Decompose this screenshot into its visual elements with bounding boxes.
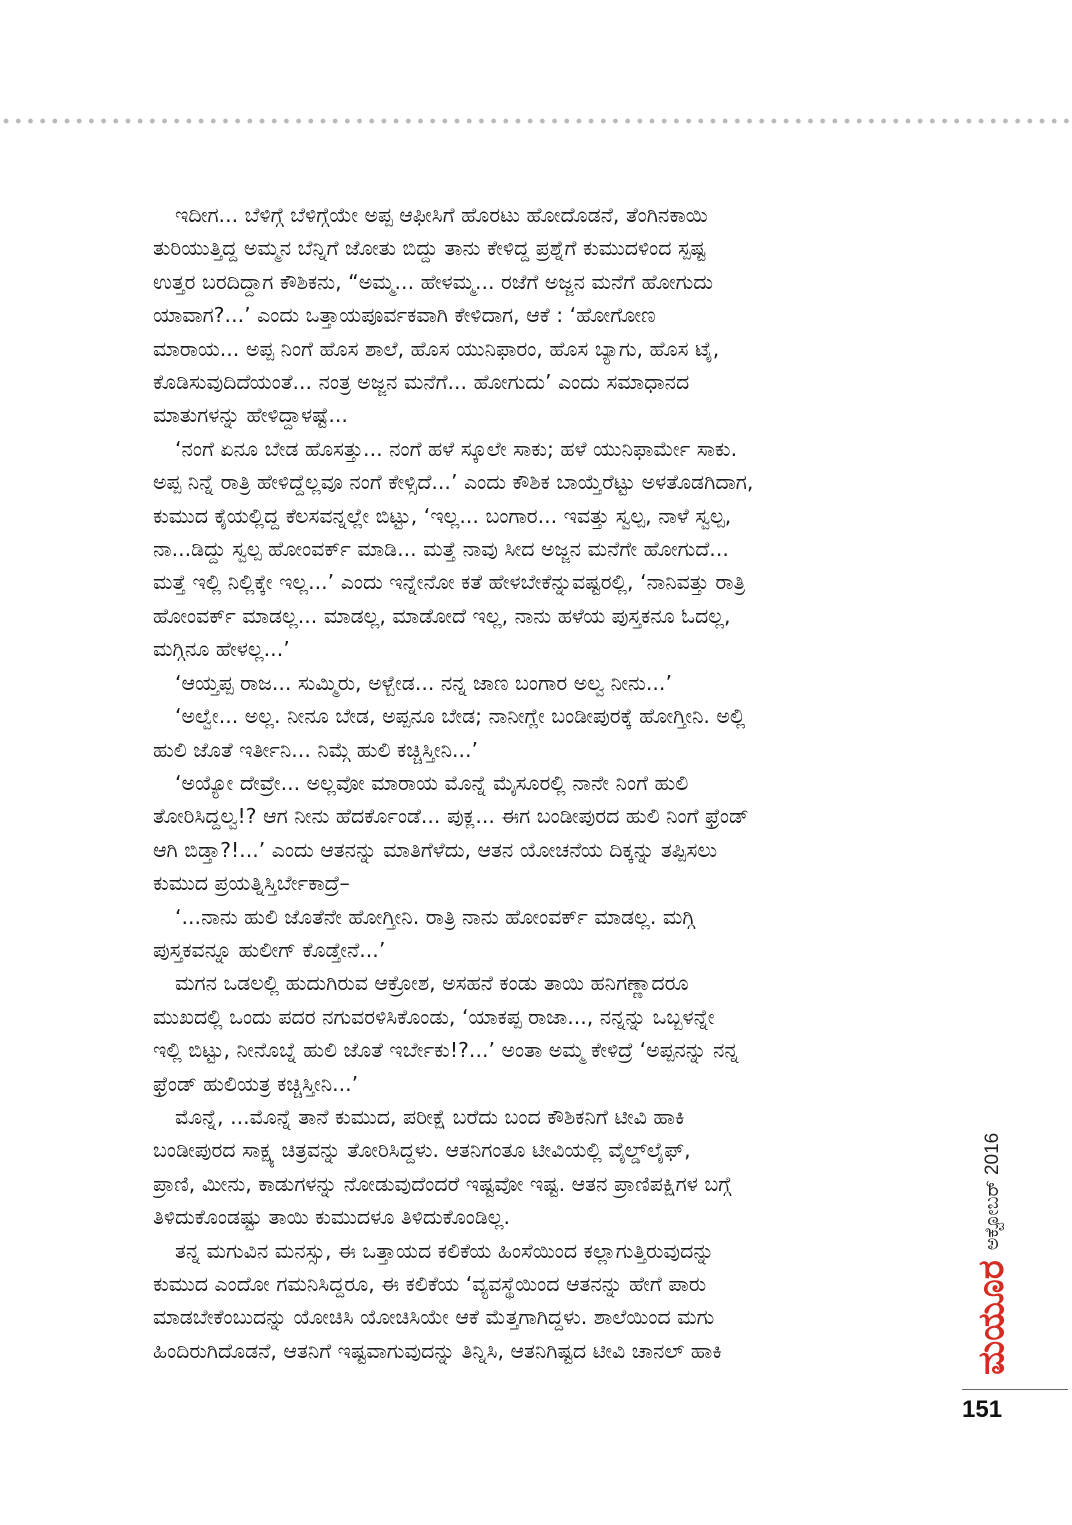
text-line: ‘ಅಯ್ಯೋ ದೇವ್ರೇ... ಅಲ್ಲವೋ ಮಾರಾಯ ಮೊನ್ನೆ ಮೈಸೂರಲ್ಲಿ ನಾನೇ ನಿಂಗೆ ಹುಲಿ [175, 770, 689, 795]
story-body [153, 199, 908, 1368]
dotted-header-rule [0, 118, 1072, 124]
paragraph [153, 967, 908, 1101]
paragraph [153, 1101, 908, 1235]
paragraph [153, 700, 908, 767]
text-line: ಹಿಂದಿರುಗಿದೊಡನೆ, ಆತನಿಗೆ ಇಷ್ಟವಾಗುವುದನ್ನು ತಿನ್ನಿಸಿ, ಆತನಿಗಿಷ್ಟದ ಟೀವಿ ಚಾನಲ್ ಹಾಕಿ [153, 1338, 722, 1363]
paragraph [153, 433, 908, 667]
text-line: ಯಾವಾಗ?...’ ಎಂದು ಒತ್ತಾಯಪೂರ್ವಕವಾಗಿ ಕೇಳಿದಾಗ, ಆಕೆ : ‘ಹೋಗೋಣ [153, 303, 656, 328]
text-line: ಮಾಡಬೇಕೆಂಬುದನ್ನು ಯೋಚಿಸಿ ಯೋಚಿಸಿಯೇ ಆಕೆ ಮೆತ್ತಗಾಗಿದ್ದಳು. ಶಾಲೆಯಿಂದ ಮಗು [153, 1305, 715, 1330]
text-line: ಇಲ್ಲಿ ಬಿಟ್ಟು, ನೀನೊಬ್ನೆ ಹುಲಿ ಜೊತೆ ಇರ್ಬೇಕು!?...’ ಅಂತಾ ಅಮ್ಮ ಕೇಳಿದ್ರೆ ‘ಅಪ್ಪನನ್ನು ನನ್ನ [153, 1038, 739, 1063]
text-line: ಮತ್ತೆ ಇಲ್ಲಿ ನಿಲ್ಲಿಕ್ಕೇ ಇಲ್ಲ...’ ಎಂದು ಇನ್ನೇನೋ ಕತೆ ಹೇಳಬೇಕೆನ್ನುವಷ್ಟರಲ್ಲಿ, ‘ನಾನಿವತ್ತು ರಾತ್ರಿ [153, 570, 746, 595]
text-line: ತಿಳಿದುಕೊಂಡಷ್ಟು ತಾಯಿ ಕುಮುದಳೂ ತಿಳಿದುಕೊಂಡಿಲ್ಲ. [153, 1205, 511, 1230]
text-line: ಕುಮುದ ಕೈಯಲ್ಲಿದ್ದ ಕೆಲಸವನ್ನಲ್ಲೇ ಬಿಟ್ಟು, ‘ಇಲ್ಲ... ಬಂಗಾರ... ಇವತ್ತು ಸ್ವಲ್ಪ, ನಾಳೆ ಸ್ವಲ್ಪ, [153, 503, 732, 528]
paragraph [153, 667, 908, 700]
text-line: ಕೊಡಿಸುವುದಿದೆಯಂತೆ... ನಂತ್ರ ಅಜ್ಜನ ಮನೆಗೆ... ಹೋಗುದು’ ಎಂದು ಸಮಾಧಾನದ [153, 370, 690, 395]
text-line: ಕುಮುದ ಎಂದೋ ಗಮನಿಸಿದ್ದರೂ, ಈ ಕಲಿಕೆಯ ‘ವ್ಯವಸ್ಥೆಯಿಂದ ಆತನನ್ನು ಹೇಗೆ ಪಾರು [153, 1272, 707, 1296]
text-line: ಹೋಂವರ್ಕ್ ಮಾಡಲ್ಲ... ಮಾಡಲ್ಲ, ಮಾಡೋದೆ ಇಲ್ಲ, ನಾನು ಹಳೆಯ ಪುಸ್ತಕನೂ ಓದಲ್ಲ, [153, 603, 731, 628]
text-line: ಹುಲಿ ಜೊತೆ ಇರ್ತೀನಿ... ನಿಮ್ಗೆ ಹುಲಿ ಕಚ್ಚಿಸ್ತೀನಿ...’ [153, 737, 479, 762]
paragraph [153, 901, 908, 968]
magazine-name: ಮಯೂರ [971, 1260, 1012, 1375]
text-line: ನಾ...ಡಿದ್ದು ಸ್ವಲ್ಪ ಹೋಂವರ್ಕ್ ಮಾಡಿ... ಮತ್ತೆ ನಾವು ಸೀದ ಅಜ್ಜನ ಮನೆಗೇ ಹೋಗುದೆ... [153, 537, 729, 562]
paragraph [153, 1235, 908, 1369]
running-footer-sidebar [929, 1085, 1019, 1375]
paragraph [153, 199, 908, 433]
text-line: ಪ್ರಾಣಿ, ಮೀನು, ಕಾಡುಗಳನ್ನು ನೋಡುವುದೆಂದರೆ ಇಷ್ಟವೋ ಇಷ್ಟ. ಆತನ ಪ್ರಾಣಿಪಕ್ಷಿಗಳ ಬಗ್ಗೆ [153, 1171, 732, 1196]
text-line: ‘...ನಾನು ಹುಲಿ ಜೊತೆನೇ ಹೋಗ್ತೀನಿ. ರಾತ್ರಿ ನಾನು ಹೋಂವರ್ಕ್ ಮಾಡಲ್ಲ. ಮಗ್ಗಿ [175, 904, 695, 929]
issue-date: ಅಕ್ಟೋಬರ್ 2016 [981, 1132, 1003, 1251]
text-line: ತೋರಿಸಿದ್ದಲ್ವ!? ಆಗ ನೀನು ಹೆದರ್ಕೊಂಡೆ... ಪುಕ್ಲ... ಈಗ ಬಂಡೀಪುರದ ಹುಲಿ ನಿಂಗೆ ಫ್ರೆಂಡ್ [153, 804, 749, 829]
page-number-rule [962, 1389, 1068, 1390]
text-line: ಬಂಡೀಪುರದ ಸಾಕ್ಷ್ಯ ಚಿತ್ರವನ್ನು ತೋರಿಸಿದ್ದಳು. ಆತನಿಗಂತೂ ಟೀವಿಯಲ್ಲಿ ವೈಲ್ಡ್‌ಲೈಫ್, [153, 1138, 691, 1163]
text-line: ಉತ್ತರ ಬರದಿದ್ದಾಗ ಕೌಶಿಕನು, “ಅಮ್ಮ... ಹೇಳಮ್ಮ... ರಜೆಗೆ ಅಜ್ಜನ ಮನೆಗೆ ಹೋಗುದು [153, 269, 713, 294]
text-line: ಫ್ರೆಂಡ್ ಹುಲಿಯತ್ರ ಕಚ್ಚಿಸ್ತೀನಿ...’ [153, 1071, 359, 1096]
text-line: ಮೊನ್ನೆ, ...ಮೊನ್ನೆ ತಾನೆ ಕುಮುದ, ಪರೀಕ್ಷೆ ಬರೆದು ಬಂದ ಕೌಶಿಕನಿಗೆ ಟೀವಿ ಹಾಕಿ [175, 1104, 685, 1129]
text-line: ಕುಮುದ ಪ್ರಯತ್ನಿಸ್ತಿರ್ಬೇಕಾದ್ರೆ– [153, 871, 350, 896]
text-line: ಮಗನ ಒಡಲಲ್ಲಿ ಹುದುಗಿರುವ ಆಕ್ರೋಶ, ಅಸಹನೆ ಕಂಡು ತಾಯಿ ಹನಿಗಣ್ಣಾದರೂ [175, 971, 689, 996]
text-line: ಮಾರಾಯ... ಅಪ್ಪ ನಿಂಗೆ ಹೊಸ ಶಾಲೆ, ಹೊಸ ಯುನಿಫಾರಂ, ಹೊಸ ಬ್ಯಾಗು, ಹೊಸ ಟೈ, [153, 336, 720, 361]
page-number: 151 [962, 1396, 1003, 1423]
text-line: ತುರಿಯುತ್ತಿದ್ದ ಅಮ್ಮನ ಬೆನ್ನಿಗೆ ಜೋತು ಬಿದ್ದು ತಾನು ಕೇಳಿದ್ದ ಪ್ರಶ್ನೆಗೆ ಕುಮುದಳಿಂದ ಸ್ಪಷ್ಟ [153, 236, 706, 261]
text-line: ‘ಅಲ್ವೇ... ಅಲ್ಲ. ನೀನೂ ಬೇಡ, ಅಪ್ಪನೂ ಬೇಡ; ನಾನೀಗ್ಲೇ ಬಂಡೀಪುರಕ್ಕೆ ಹೋಗ್ತೀನಿ. ಅಲ್ಲಿ [175, 704, 746, 729]
text-line: ತನ್ನ ಮಗುವಿನ ಮನಸ್ಸು, ಈ ಒತ್ತಾಯದ ಕಲಿಕೆಯ ಹಿಂಸೆಯಿಂದ ಕಲ್ಲಾಗುತ್ತಿರುವುದನ್ನು [175, 1238, 715, 1263]
text-line: ಮುಖದಲ್ಲಿ ಒಂದು ಪದರ ನಗುವರಳಿಸಿಕೊಂಡು, ‘ಯಾಕಪ್ಪ ರಾಜಾ..., ನನ್ನನ್ನು ಒಬ್ಬಳನ್ನೇ [153, 1004, 715, 1029]
text-line: ‘ಆಯ್ತಪ್ಪ ರಾಜ... ಸುಮ್ಮಿರು, ಅಳ್ಬೇಡ... ನನ್ನ ಜಾಣ ಬಂಗಾರ ಅಲ್ವ ನೀನು...’ [175, 670, 672, 695]
text-line: ಮಗ್ಗಿನೂ ಹೇಳಲ್ಲ...’ [153, 637, 290, 662]
text-line: ಇದೀಗ... ಬೆಳಿಗ್ಗೆ ಬೆಳಿಗ್ಗೆಯೇ ಅಪ್ಪ ಆಫೀಸಿಗೆ ಹೊರಟು ಹೋದೊಡನೆ, ತೆಂಗಿನಕಾಯಿ [175, 203, 708, 227]
text-line: ಅಪ್ಪ ನಿನ್ನೆ ರಾತ್ರಿ ಹೇಳಿದ್ದೆಲ್ಲವೂ ನಂಗೆ ಕೇಳ್ಸಿದೆ...’ ಎಂದು ಕೌಶಿಕ ಬಾಯ್ತೆರೆಟ್ಟು ಅಳತೊಡಗಿದಾಗ, [153, 470, 754, 495]
text-line: ಆಗಿ ಬಿಡ್ತಾ?!...’ ಎಂದು ಆತನನ್ನು ಮಾತಿಗೆಳೆದು, ಆತನ ಯೋಚನೆಯ ದಿಕ್ಕನ್ನು ತಪ್ಪಿಸಲು [153, 837, 718, 862]
text-line: ಪುಸ್ತಕವನ್ನೂ ಹುಲೀಗ್ ಕೊಡ್ತೇನೆ...’ [153, 937, 386, 962]
text-line: ಮಾತುಗಳನ್ನು ಹೇಳಿದ್ದಾಳಷ್ಟೆ... [153, 403, 348, 428]
paragraph [153, 767, 908, 901]
text-line: ‘ನಂಗೆ ಏನೂ ಬೇಡ ಹೊಸತ್ತು... ನಂಗೆ ಹಳೆ ಸ್ಕೂಲೇ ಸಾಕು; ಹಳೆ ಯುನಿಫಾರ್ಮೇ ಸಾಕು. [175, 436, 738, 461]
